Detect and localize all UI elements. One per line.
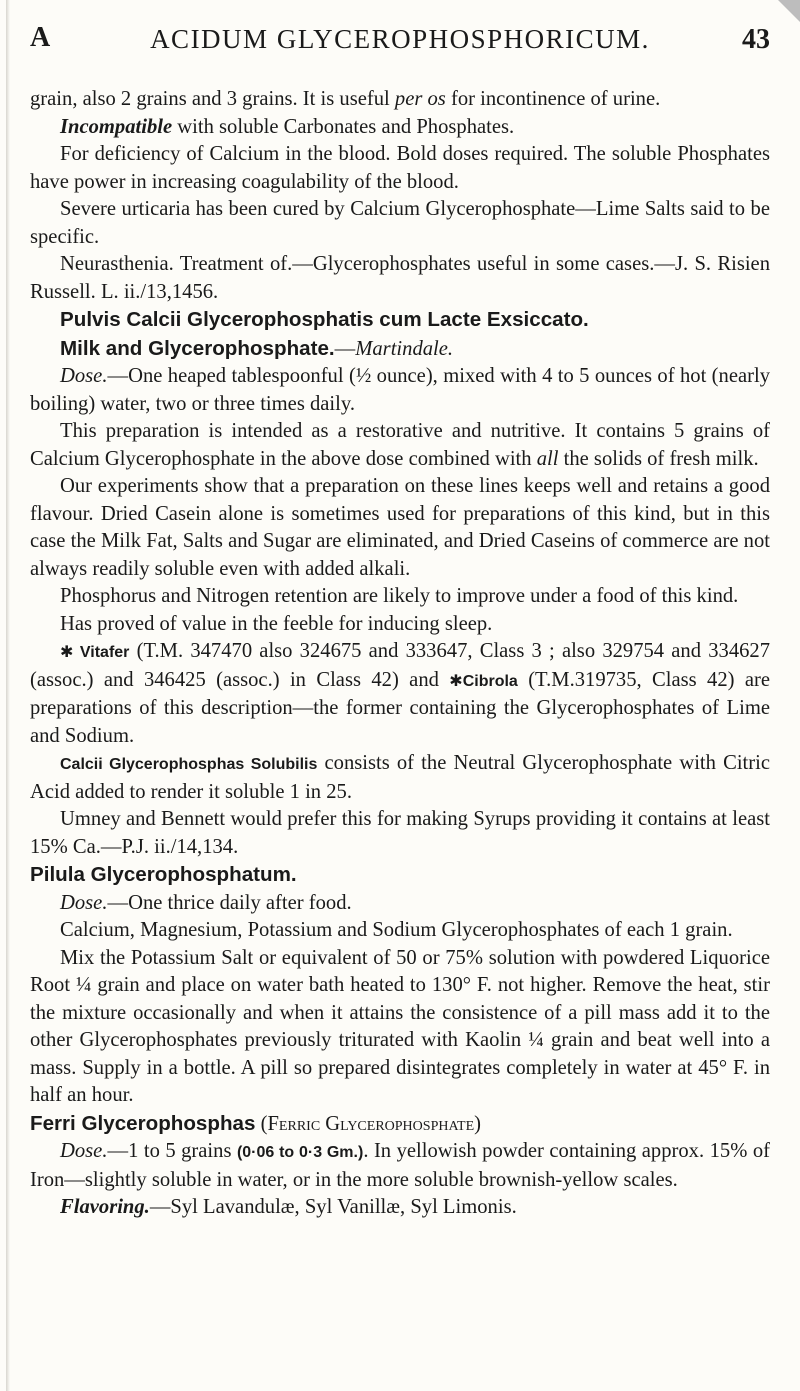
text-run: —1 to 5 grains — [107, 1140, 237, 1162]
text-run: Incompatible — [60, 115, 173, 138]
text-run: —Syl Lavandulæ, Syl Vanillæ, Syl Limonis. — [149, 1196, 517, 1218]
text-run: Umney and Bennett would prefer this for making Syrups providing it contains at least 15% Ca.—P.J. ii./14,134. — [30, 808, 770, 858]
paragraph — [30, 473, 770, 583]
paragraph — [30, 917, 770, 945]
text-run: For deficiency of Calcium in the blood. Bold doses required. The soluble Phosphates have power in increasing coagulability of the blood. — [30, 143, 770, 193]
paragraph — [30, 251, 770, 306]
text-run: the solids of fresh milk. — [558, 447, 759, 470]
header-section-letter: A — [30, 22, 51, 53]
text-run: —One thrice daily after food. — [107, 891, 352, 914]
paragraph — [30, 611, 770, 639]
paragraph — [30, 141, 770, 196]
paragraph — [30, 363, 770, 418]
text-run: — — [334, 337, 356, 360]
text-run: —One heaped tablespoonful (½ ounce), mixed with 4 to 5 ounces of hot (nearly boiling) water, two or three times daily. — [30, 365, 770, 415]
paragraph — [30, 583, 770, 611]
running-header — [30, 10, 770, 70]
text-run: per os — [394, 88, 446, 110]
text-run: ✱ Vitafer — [60, 644, 130, 661]
text-run: grain, also 2 grains and 3 grains. It is useful — [30, 88, 395, 110]
text-run: Dose. — [60, 891, 108, 914]
text-run: all — [536, 447, 559, 470]
paragraph — [30, 750, 770, 806]
paragraph — [30, 1194, 770, 1222]
text-run: Calcium, Magnesium, Potassium and Sodium Glycerophosphates of each 1 grain. — [60, 919, 733, 941]
text-run: Neurasthenia. Treatment of.—Glycerophosphates useful in some cases.—J. S. Risien Russell. L. ii./13,1456. — [30, 253, 770, 303]
page-number: 43 — [742, 24, 770, 55]
page-body — [30, 86, 770, 1222]
section-heading — [30, 335, 770, 364]
paragraph — [30, 86, 770, 114]
folded-corner — [778, 0, 800, 22]
text-run: (T.M.319735, Class 42) are preparations of this description—the former containing the Glycerophosphates of Lime and Sodium. — [30, 668, 770, 747]
text-run: Calcii Glycerophosphas Solubilis — [60, 756, 318, 773]
page-edge-shadow — [6, 0, 10, 1391]
section-heading — [30, 1110, 770, 1139]
text-run: Dose. — [60, 365, 108, 387]
paragraph — [30, 1138, 770, 1194]
text-run: (0·06 to 0·3 Gm.) — [236, 1144, 364, 1161]
text-run: . In yellowish powder containing approx. 15% of Iron—slightly soluble in water, or in the more soluble brownish-yellow scales. — [30, 1140, 770, 1191]
text-run: This preparation is intended as a restorative and nutritive. It contains 5 grains of Calcium Glycerophosphate in the above dose combined with — [30, 420, 770, 470]
text-run: (T.M. 347470 also 324675 and 333647, Class 3 ; also 329754 and 334627 (assoc.) and 346425 (assoc.) in Class 42) and — [30, 640, 771, 691]
paragraph — [30, 806, 770, 861]
section-heading — [30, 306, 770, 335]
text-run: Has proved of value in the feeble for inducing sleep. — [60, 612, 493, 635]
text-run: (Ferric Glycerophosphate) — [255, 1112, 481, 1135]
text-run: for incontinence of urine. — [445, 88, 661, 110]
text-run: Mix the Potassium Salt or equivalent of 50 or 75% solution with powdered Liquorice Root ¼ grain and place on water bath heated to 130° F. not higher. Remove the heat, stir the mixture occasionally and when it attains the consistence of a pill mass add it to the other Glycerophosphates previously triturated with Kaolin ¼ grain and beat well into a mass. Supply in a bottle. A pill so prepared disintegrates completely in water at 45° F. in half an hour. — [30, 946, 770, 1106]
header-title: ACIDUM GLYCEROPHOSPHORICUM. — [150, 24, 650, 54]
paragraph — [30, 114, 770, 142]
paragraph — [30, 890, 770, 918]
section-heading — [30, 861, 770, 890]
text-run: Ferri Glycerophosphas — [30, 1111, 256, 1135]
text-run: Dose. — [60, 1140, 108, 1162]
text-run: Martindale. — [355, 337, 454, 360]
paragraph — [30, 418, 770, 473]
text-run: Phosphorus and Nitrogen retention are likely to improve under a food of this kind. — [60, 585, 739, 607]
paragraph — [30, 196, 770, 251]
text-run: Flavoring. — [60, 1196, 150, 1218]
text-run: Milk and Glycerophosphate. — [60, 336, 335, 360]
paragraph — [30, 945, 770, 1110]
text-run: Pilula Glycerophosphatum. — [30, 863, 297, 886]
text-run: ✱Cibrola — [449, 672, 518, 690]
text-run: Severe urticaria has been cured by Calcium Glycerophosphate—Lime Salts said to be specific. — [30, 198, 770, 248]
paragraph — [30, 638, 770, 750]
text-run: consists of the Neutral Glycerophosphate with Citric Acid added to render it soluble 1 in 25. — [30, 752, 770, 803]
text-run: Our experiments show that a preparation on these lines keeps well and retains a good flavour. Dried Casein alone is sometimes used for preparations of this kind, but in this case the Milk Fat, Salts and Sugar are eliminated, and Dried Caseins of commerce are not always readily soluble even with added alkali. — [30, 475, 770, 580]
text-run: Pulvis Calcii Glycerophosphatis cum Lacte Exsiccato. — [60, 308, 589, 331]
text-run: with soluble Carbonates and Phosphates. — [172, 115, 515, 138]
